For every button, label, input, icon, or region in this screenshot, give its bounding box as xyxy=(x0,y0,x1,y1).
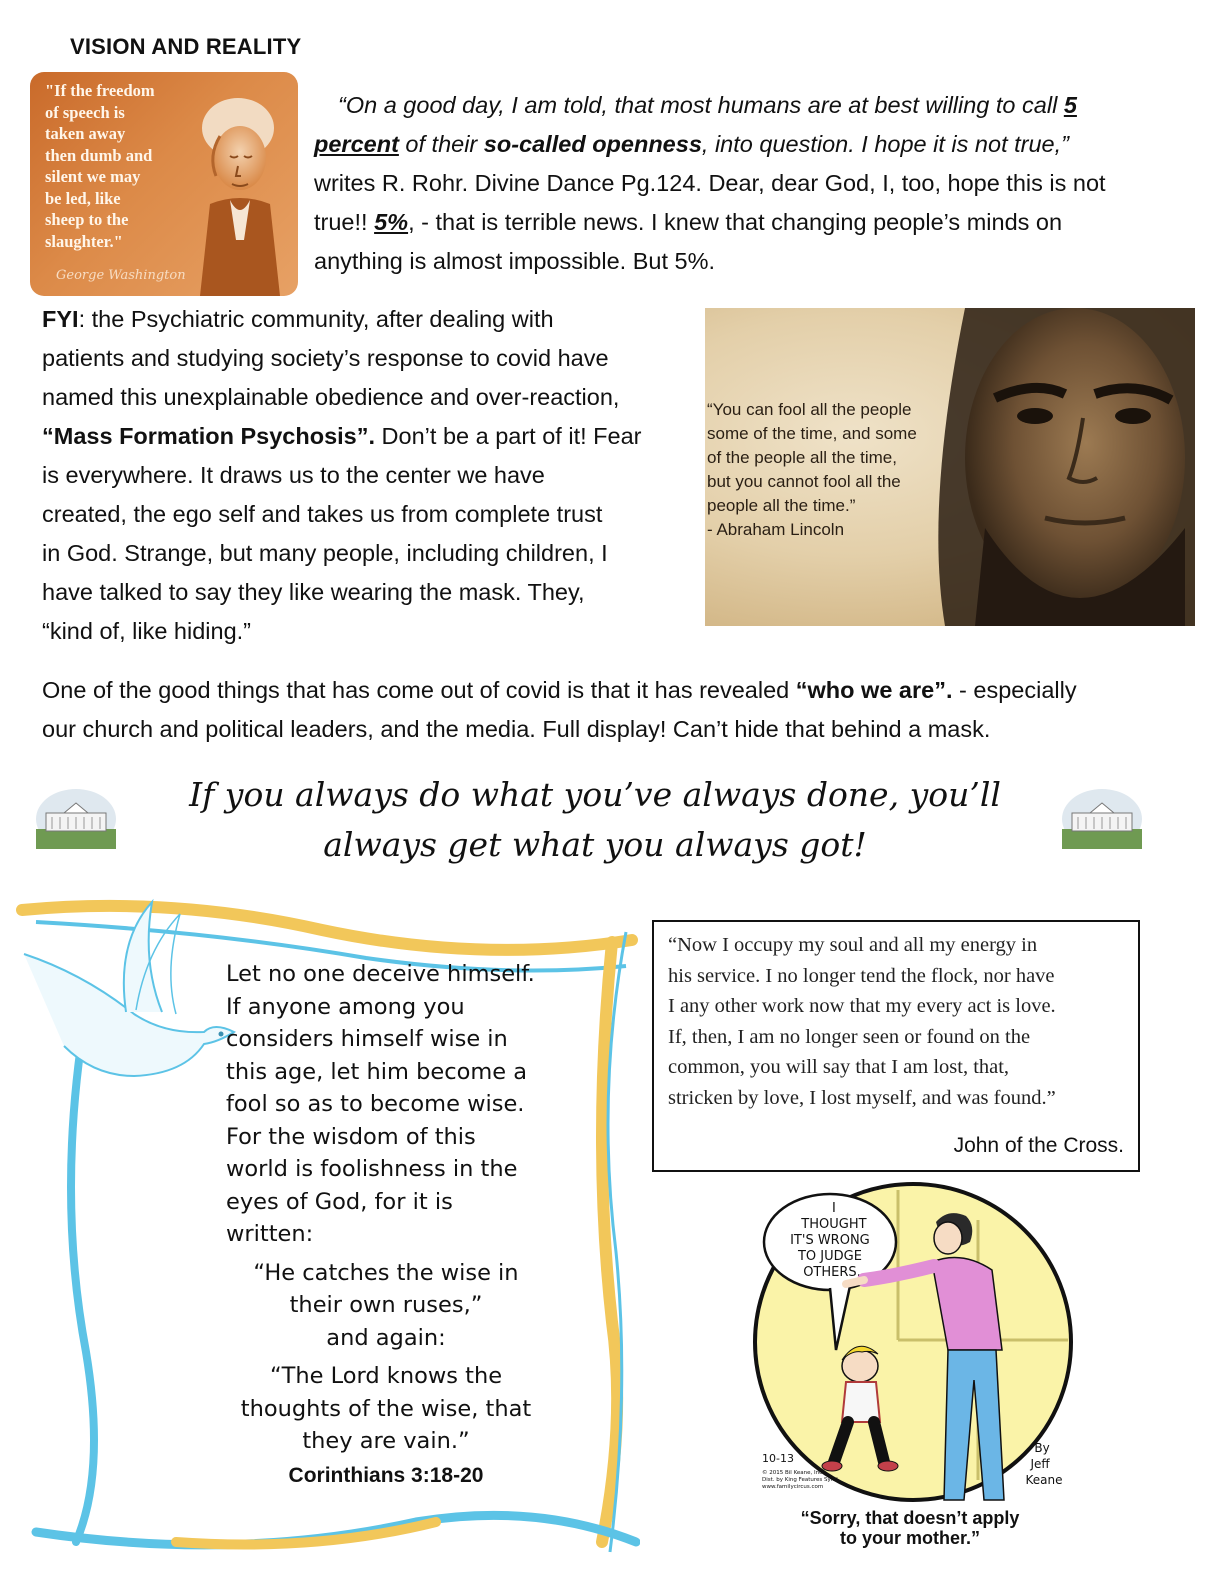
john-quote-line: If, then, I am no longer seen or found on the xyxy=(668,1025,1031,1048)
washington-signature: George Washington xyxy=(56,268,186,283)
fyi-paragraph xyxy=(42,300,687,651)
intro-emphasis: percent xyxy=(314,131,399,157)
fyi-line: have talked to say they like wearing the mask. They, xyxy=(42,579,585,605)
intro-text: true!! xyxy=(314,209,375,235)
scripture-line: fool so as to become wise. xyxy=(226,1091,525,1117)
washington-quote-card xyxy=(30,72,298,296)
lincoln-quote-line: “You can fool all the people xyxy=(707,400,912,419)
washington-quote-line: be led, like xyxy=(45,188,121,208)
intro-emphasis: 5% xyxy=(374,209,409,235)
scripture-line: Let no one deceive himself. xyxy=(226,961,535,987)
john-quote-line: “Now I occupy my soul and all my energy in xyxy=(668,934,1038,956)
fyi-line: created, the ego self and takes us from complete trust xyxy=(42,501,603,527)
motto-line: If you always do what you’ve always done, you’ll xyxy=(189,775,1001,814)
lincoln-quote-image xyxy=(705,308,1195,626)
motto-line: always get what you always got! xyxy=(323,825,867,864)
intro-text: , into question. I hope it is not true,” xyxy=(701,131,1069,157)
scripture-line: For the wisdom of this xyxy=(226,1123,476,1150)
covid-line: our church and political leaders, and the media. Full display! Can’t hide that behind a mask. xyxy=(42,716,991,742)
page-title: VISION AND REALITY xyxy=(70,34,302,59)
scripture-quote-line: they are vain.” xyxy=(302,1428,470,1454)
scripture-quote-line: and again: xyxy=(326,1324,446,1351)
lincoln-quote-line: of the people all the time, xyxy=(707,448,897,467)
scripture-line: world is foolishness in the xyxy=(226,1156,518,1182)
fyi-line: patients and studying society’s response to covid have xyxy=(42,345,609,371)
intro-line: anything is almost impossible. But 5%. xyxy=(314,248,715,274)
covid-paragraph xyxy=(42,671,1192,749)
fyi-line: “kind of, like hiding.” xyxy=(42,618,251,644)
lincoln-quote-line: but you cannot fool all the xyxy=(707,472,901,491)
speech-line: I THOUGHT IT'S WRONG TO JUDGE OTHERS. xyxy=(790,1201,870,1280)
john-quote-line: stricken by love, I lost myself, and was found.” xyxy=(668,1086,1056,1109)
john-quote-line: I any other work now that my every act is love. xyxy=(668,995,1056,1018)
lincoln-quote-line: people all the time.” xyxy=(707,496,856,515)
scripture-quote-line: their own ruses,” xyxy=(289,1292,483,1318)
john-attribution: John of the Cross. xyxy=(953,1134,1124,1157)
cartoon-date: 10-13 xyxy=(762,1452,794,1465)
covid-emphasis: “who we are”. xyxy=(795,677,953,703)
scripture-quote-line: thoughts of the wise, that xyxy=(240,1395,532,1422)
cartoon-caption-line: to your mother.” xyxy=(839,1528,980,1548)
john-of-the-cross-quote-box xyxy=(652,920,1140,1172)
washington-quote-line: silent we may xyxy=(45,167,141,186)
scripture-reference: Corinthians 3:18-20 xyxy=(288,1463,484,1487)
intro-text: “On a good day, I am told, that most humans are at best willing to call xyxy=(338,92,1064,118)
covid-text: One of the good things that has come out of covid is that it has revealed xyxy=(42,677,796,703)
intro-line xyxy=(314,125,1194,164)
scripture-line: If anyone among you xyxy=(226,993,465,1020)
lincoln-portrait xyxy=(935,308,1195,626)
fyi-emphasis: “Mass Formation Psychosis”. xyxy=(42,423,376,449)
john-quote-line: common, you will say that I am lost, that, xyxy=(668,1056,1010,1079)
fyi-line: in God. Strange, but many people, including children, I xyxy=(42,540,608,566)
covid-text: - especially xyxy=(952,677,1077,703)
fyi-line: is everywhere. It draws us to the center we have xyxy=(42,462,545,488)
intro-line xyxy=(314,86,1194,125)
intro-line: writes R. Rohr. Divine Dance Pg.124. Dear, dear God, I, too, hope this is not xyxy=(314,170,1106,196)
scripture-line: written: xyxy=(226,1221,314,1247)
washington-quote-line: taken away xyxy=(45,124,126,143)
washington-quote-line: then dumb and xyxy=(45,145,153,165)
covid-line xyxy=(42,671,1192,710)
cartoon-caption xyxy=(760,1508,1060,1548)
washington-quote xyxy=(45,80,180,252)
fyi-line xyxy=(42,417,687,456)
lincoln-quote xyxy=(707,398,947,542)
cartoon-caption-line: “Sorry, that doesn’t apply xyxy=(800,1508,1020,1528)
intro-text: , - that is terrible news. I knew that changing people’s minds on xyxy=(408,209,1063,235)
cartoon-signature: By Jeff Keane xyxy=(1025,1441,1063,1487)
washington-quote-line: sheep to the xyxy=(45,210,129,229)
intro-paragraph xyxy=(314,86,1194,281)
intro-text: of their xyxy=(398,131,484,157)
fyi-text: : the Psychiatric community, after dealing with xyxy=(78,306,554,332)
fyi-line: named this unexplainable obedience and over-reaction, xyxy=(42,384,620,410)
scripture-passage xyxy=(226,958,586,1492)
john-quote xyxy=(668,930,1134,1114)
fyi-label: FYI xyxy=(42,306,79,332)
cartoon-credit: © 2015 Bil Keane, Inc. Dist. by King Features Synd. www.familycircus.com xyxy=(762,1470,840,1490)
scripture-line: eyes of God, for it is xyxy=(226,1188,453,1215)
white-house-icon xyxy=(1062,789,1142,849)
lincoln-quote-line: some of the time, and some xyxy=(707,424,917,443)
intro-line xyxy=(314,203,1194,242)
washington-portrait xyxy=(180,76,298,296)
scripture-line: this age, let him become a xyxy=(226,1058,528,1085)
scripture-line: considers himself wise in xyxy=(226,1026,508,1052)
intro-emphasis: 5 xyxy=(1063,92,1077,118)
fyi-text: Don’t be a part of it! Fear xyxy=(375,423,642,449)
washington-quote-line: "If the freedom xyxy=(45,81,155,100)
intro-emphasis: so-called openness xyxy=(483,131,702,157)
fyi-line xyxy=(42,300,687,339)
washington-quote-line: of speech is xyxy=(45,102,125,122)
lincoln-attribution: - Abraham Lincoln xyxy=(707,520,845,539)
washington-quote-line: slaughter." xyxy=(45,231,123,251)
scripture-quote-line: “The Lord knows the xyxy=(269,1363,503,1389)
white-house-icon xyxy=(36,789,116,849)
john-quote-line: his service. I no longer tend the flock, nor have xyxy=(668,964,1055,987)
motto xyxy=(130,770,1060,870)
scripture-quote-line: “He catches the wise in xyxy=(253,1259,519,1286)
